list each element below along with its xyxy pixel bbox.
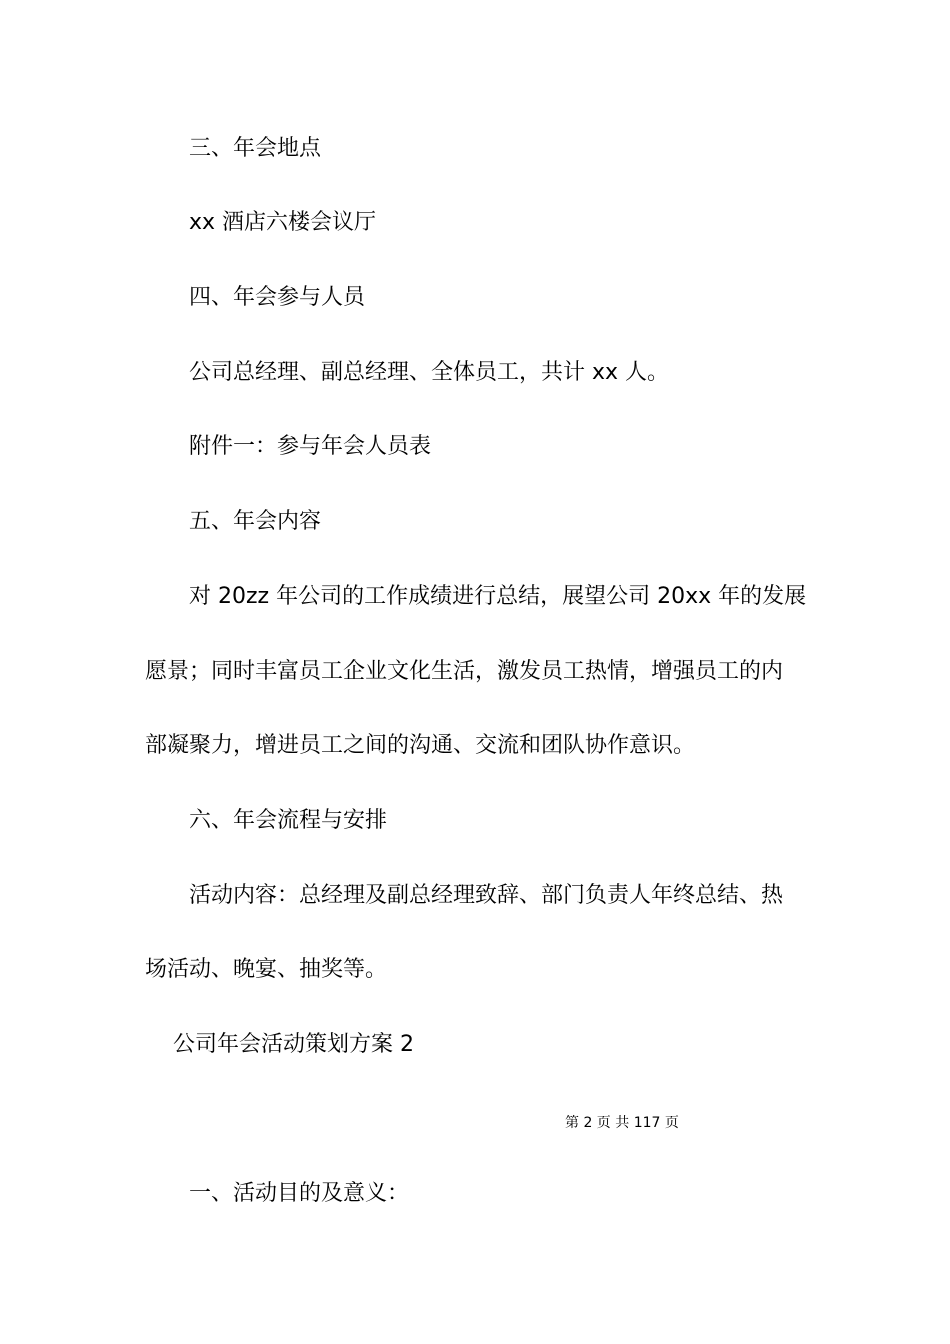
- venue-text: xx 酒店六楼会议厅: [189, 210, 377, 235]
- section-heading-content: 五、年会内容: [189, 509, 322, 534]
- section-heading-venue: 三、年会地点: [189, 136, 322, 161]
- schedule-paragraph-line-2: 场活动、晚宴、抽奖等。: [145, 957, 388, 982]
- section-heading-schedule: 六、年会流程与安排: [189, 808, 388, 833]
- attachment-note: 附件一：参与年会人员表: [189, 434, 432, 459]
- page-footer: 第 2 页 共 117 页: [565, 1115, 679, 1131]
- content-paragraph-line-3: 部凝聚力，增进员工之间的沟通、交流和团队协作意识。: [145, 733, 696, 758]
- participants-text: 公司总经理、副总经理、全体员工，共计 xx 人。: [189, 360, 670, 385]
- plan-2-title: 公司年会活动策划方案 2: [173, 1032, 414, 1057]
- content-paragraph-line-2: 愿景；同时丰富员工企业文化生活，激发员工热情，增强员工的内: [145, 659, 784, 684]
- section-heading-purpose: 一、活动目的及意义：: [189, 1181, 410, 1206]
- content-paragraph-line-1: 对 20zz 年公司的工作成绩进行总结，展望公司 20xx 年的发展: [189, 584, 807, 609]
- section-heading-participants: 四、年会参与人员: [189, 285, 366, 310]
- schedule-paragraph-line-1: 活动内容：总经理及副总经理致辞、部门负责人年终总结、热: [189, 883, 784, 908]
